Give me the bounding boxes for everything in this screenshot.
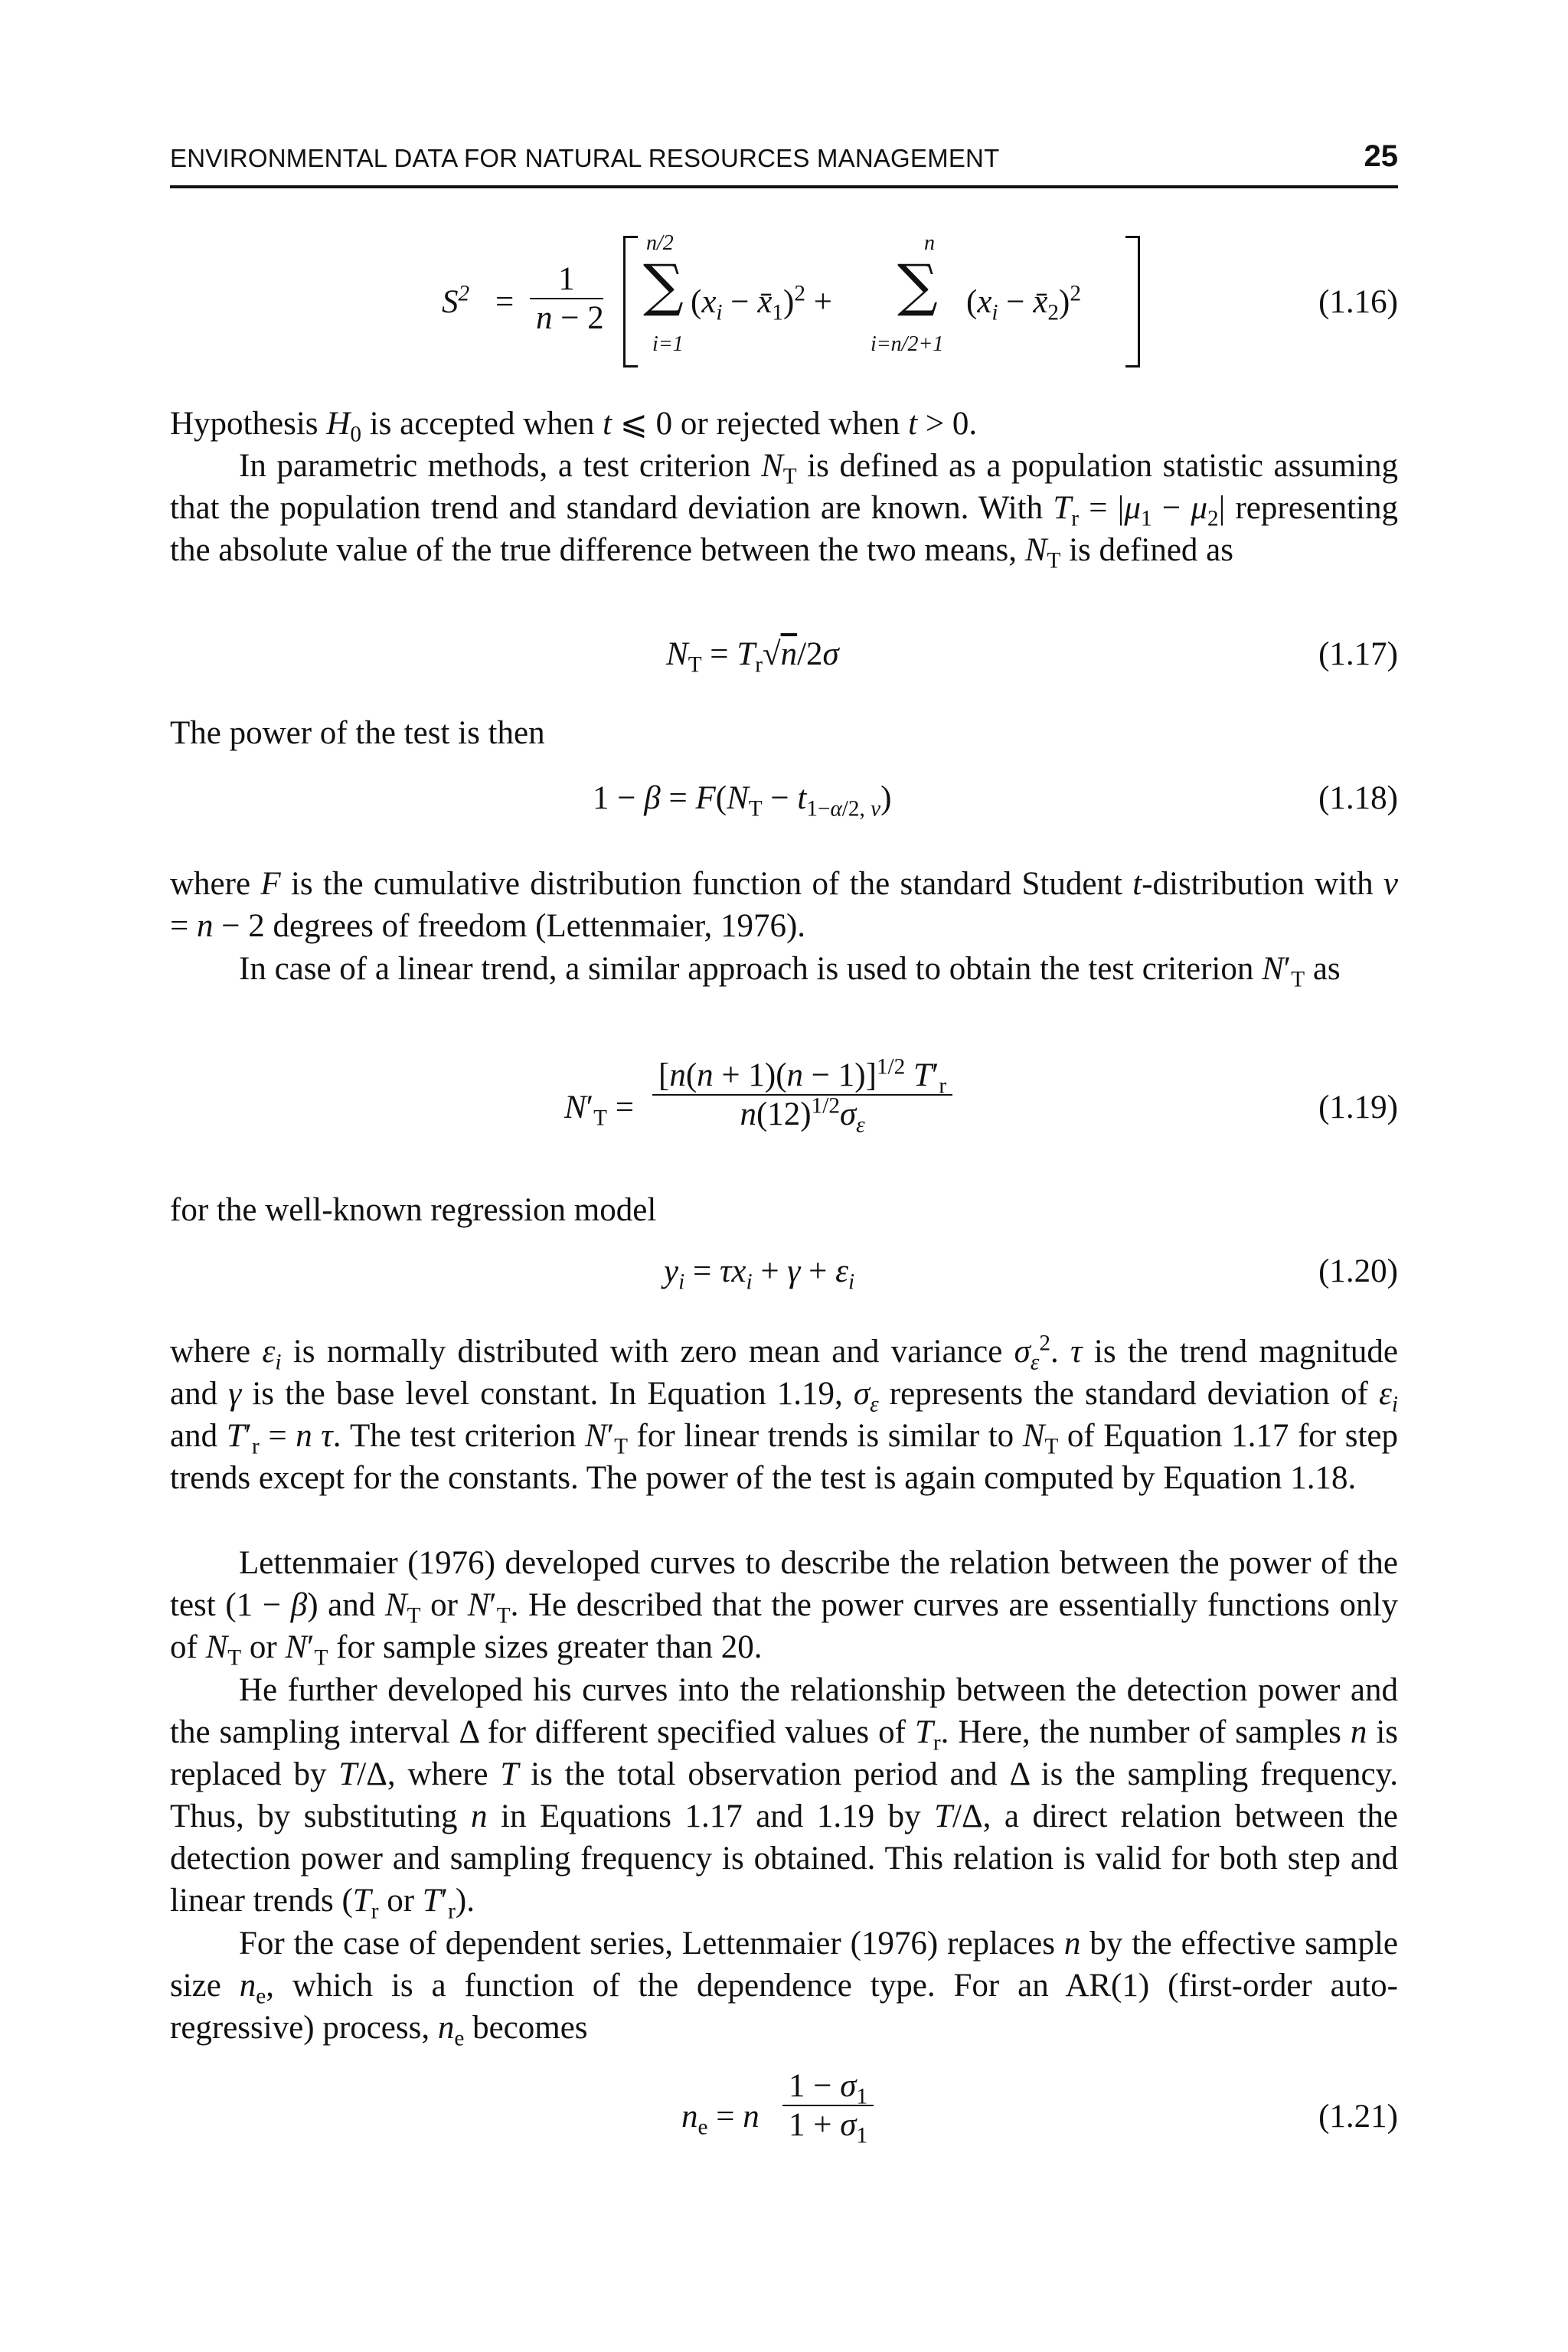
equation-number: (1.19)	[1318, 1089, 1398, 1125]
paragraph: Hypothesis $H_0$ is accepted when t ⩽ 0 or rejected when t > 0.	[170, 406, 978, 447]
paragraph: In parametric methods, a test criterion $N_T$ is defined as a population statistic assuming that the population trend and standard deviation are known. With $T_r = |\mu_1 - \mu_2|$ representing the absolute value of the true difference between the two means, $N_T$ is defined as	[170, 448, 1398, 573]
paragraph: where $\varepsilon_i$ is normally distributed with zero mean and variance $\sigma_\varepsilon^2$. τ is the trend magnitude and γ is the base level constant. In Equation 1.19, $\sigma_\varepsilon$ represents the standard deviation of $\varepsilon_i$ and $T'_r = n$ τ. The test criterion $N'_T$ for linear trends is similar to $N_T$ of Equation 1.17 for step trends except for the constants. The power of the test is again computed by Equation 1.18.	[170, 1331, 1399, 1496]
paragraph: where F is the cumulative distribution function of the standard Student t-distribution with ν = n − 2 degrees of freedom (Lettenmaier, 1976).	[170, 866, 1398, 944]
paragraph: Lettenmaier (1976) developed curves to describe the relation between the power of the test (1 − β) and $N_T$ or $N'_T$. He described that the power curves are essentially functions only of $N_T$ or $N'_T$ for sample sizes greater than 20.	[170, 1545, 1398, 1671]
paragraph: for the well-known regression model	[170, 1192, 657, 1228]
page-header	[170, 138, 1398, 188]
equation-1-19: $N'_T$ = $\frac{[n(n + 1)(n - 1)]^{1/2} T'_r}{n(12)^{1/2}\sigma_\varepsilon}$ (1.19)	[564, 1054, 1398, 1138]
equation-number: (1.17)	[1318, 636, 1398, 672]
equation-number: (1.21)	[1318, 2099, 1398, 2135]
paragraph: The power of the test is then	[170, 715, 545, 751]
paragraph: In case of a linear trend, a similar approach is used to obtain the test criterion $N'_T$ as	[239, 951, 1341, 992]
running-head: ENVIRONMENTAL DATA FOR NATURAL RESOURCES MANAGEMENT	[170, 144, 1000, 172]
equation-1-21: $n_e = n$ $\frac{1 - \sigma_1}{1 + \sigma_1}$ (1.21)	[681, 2068, 1398, 2148]
paragraph: He further developed his curves into the relationship between the detection power and the sampling interval Δ for different specified values of $T_r$. Here, the number of samples n is replaced by T/Δ, where T is the total observation period and Δ is the sampling frequency. Thus, by substituting n in Equations 1.17 and 1.19 by T/Δ, a direct relation between the detection power and sampling frequency is obtained. This relation is valid for both step and linear trends ($T_r$ or $T'_r$).	[170, 1672, 1399, 1924]
equation-1-16: $S^2$ = $\frac{1}{n - 2}$ n/2 ∑ i=1 ($x_i$ − $x̄_1)^2$ + n ∑ i=n/2+1 ($x_i$ − $x̄_2)^2$ (1.16)	[170, 230, 1398, 375]
equation-1-17: $N_T = T_r√n/2\sigma$ (1.17)	[666, 636, 1398, 678]
paragraph: For the case of dependent series, Lettenmaier (1976) replaces n by the effective sample size $n_e$, which is a function of the dependence type. For an AR(1) (first-order auto-regressive) process, $n_e$ becomes	[170, 1926, 1398, 2051]
equation-1-20: $y_i = \tau x_i + \gamma + \varepsilon_i$ (1.20)	[664, 1253, 1398, 1295]
page-number: 25	[1364, 139, 1398, 173]
equation-number: (1.18)	[1318, 780, 1398, 816]
equation-number: (1.20)	[1318, 1253, 1398, 1289]
equation-1-18: $1 - \beta = F(N_T - t_{1-\alpha/2, \nu})$ (1.18)	[593, 780, 1398, 822]
equation-number: (1.16)	[1318, 284, 1398, 320]
